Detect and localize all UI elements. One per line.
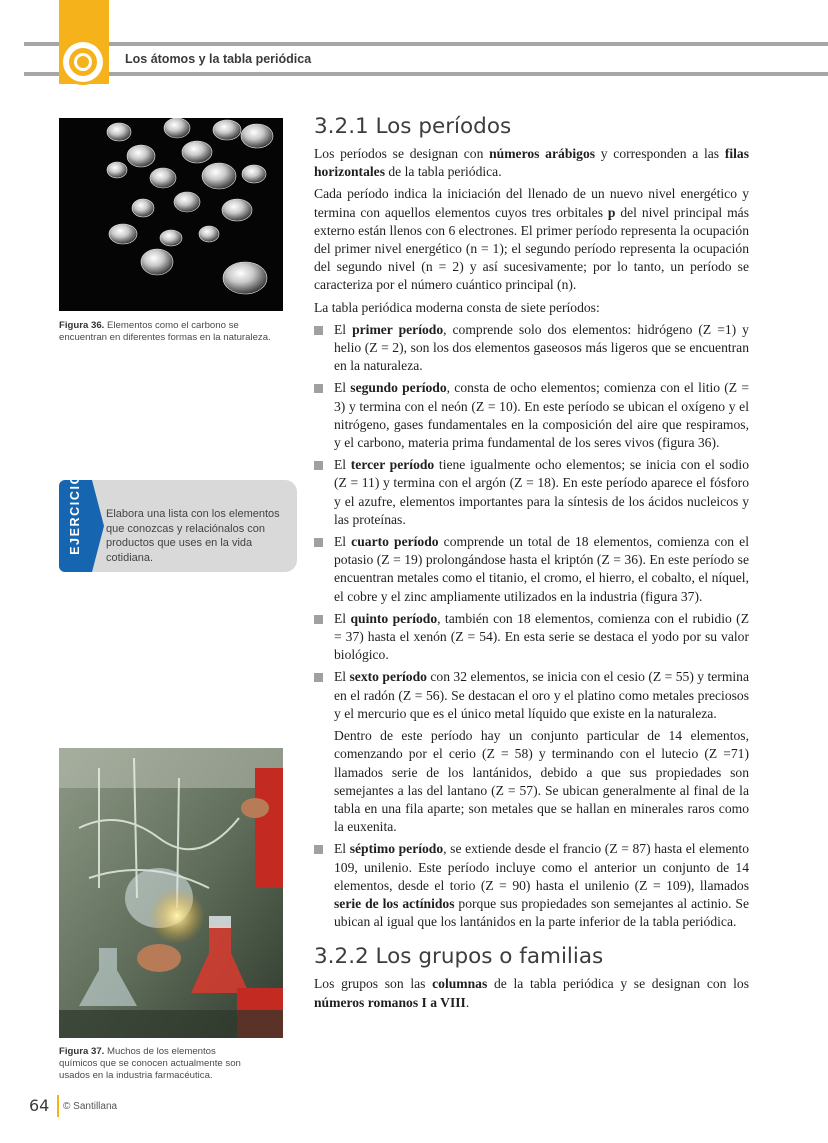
section-1-paragraph-1: [314, 145, 749, 181]
figure-37-image: [59, 748, 283, 1038]
text-run: del nivel principal más externo están llenos con 6 electrones. El primer período representa la ocupación del primer nivel energético (n = 1); el segundo período representa la ocupación del segundo nivel (n = 2) y así sucesivamente; por lo tanto, un período se caracteriza por el número cuántico principal (n).: [314, 204, 749, 293]
text-run: con 32 elementos, se inicia con el cesio (Z = 55) y termina en el radón (Z = 56). Se destacan el oro y el platino como metales preciosos y el mercurio que es el único metal líquido que existe en la naturaleza.: [334, 669, 750, 721]
bold-run: números arábigos: [489, 146, 596, 161]
footer-divider: [57, 1095, 59, 1117]
bold-run: segundo período: [350, 380, 447, 396]
list-item-tercer-periodo: [314, 456, 749, 529]
text-run: de la tabla periódica.: [384, 164, 502, 180]
bold-run: tercer período: [350, 457, 435, 473]
square-bullet-icon: [314, 538, 323, 547]
exercise-text: Elabora una lista con los elementos que conozcas y relaciónalos con productos que uses en la vida cotidiana.: [106, 508, 280, 564]
text-run: de la tabla periódica y se designan con los: [487, 976, 749, 992]
text-run: Cada período indica la iniciación del llenado de un nuevo nivel energético y termina con aquellos elementos cuyos tres orbitales: [314, 186, 749, 220]
bold-run: filas horizontales: [314, 146, 749, 180]
bold-run: columnas: [432, 976, 488, 992]
figure-37-caption: [59, 1046, 255, 1082]
section-1-paragraph-2: [314, 185, 749, 294]
section-2-paragraph: [314, 975, 749, 1011]
text-run: , comprende solo dos elementos: hidrógeno (Z =1) y helio (Z = 2), son los dos elementos gaseosos más ligeros que se encuentran en la naturaleza.: [334, 321, 749, 374]
figure-36-caption-text: Elementos como el carbono se encuentran en diferentes formas en la naturaleza.: [59, 320, 271, 343]
square-bullet-icon: [314, 326, 323, 335]
square-bullet-icon: [314, 615, 323, 624]
square-bullet-icon: [314, 384, 323, 393]
text-run: .: [465, 994, 470, 1010]
text-run: comprende un total de 18 elementos, comienza con el potasio (Z = 19) prolongándose hasta el kriptón (Z = 36). En este período se encuentran metales como el titanio, el cromo, el hierro, el cobalto, el níquel, el cobre y el zinc ampliamente utilizados en la industria (figura 37).: [334, 534, 749, 604]
header-rule-top: [24, 42, 828, 46]
list-item-quinto-periodo: [314, 610, 749, 665]
copyright: © Santillana: [63, 1101, 118, 1112]
diamonds-illustration: [59, 118, 283, 311]
list-item-primer-periodo: [314, 321, 749, 376]
bold-run: p: [607, 204, 616, 220]
bold-run: séptimo período: [349, 841, 444, 857]
square-bullet-icon: [314, 845, 323, 854]
figure-37-caption-label: Figura 37.: [59, 1046, 105, 1057]
text-run: , se extiende desde el francio (Z = 87) hasta el elemento 109, unilenio. Este período incluye como el anterior un conjunto de 14 elementos, desde el torio (Z = 90) hasta el unilenio (Z = 109), llamados: [334, 841, 750, 893]
main-column: [314, 113, 749, 1016]
bold-run: serie de los actínidos: [334, 895, 455, 911]
chapter-logo-icon: [63, 42, 103, 82]
square-bullet-icon: [314, 673, 323, 682]
section-2-title: 3.2.2 Los grupos o familias: [314, 944, 604, 970]
lanthanides-paragraph: Dentro de este período hay un conjunto particular de 14 elementos, comenzando por el cerio (Z = 58) y terminando con el lutecio (Z =71) llamados serie de los lantánidos, debido a que sus propiedades son semejantes a las del lantano (Z = 57). Se ubican generalmente al final de la tabla en una fila aparte; son metales que se hallan en minerales raros como la euxenita.: [334, 728, 749, 835]
exercise-label: EJERCICIO: [68, 473, 82, 555]
text-run: El: [334, 380, 351, 396]
header-title: Los átomos y la tabla periódica: [125, 52, 312, 66]
figure-36-caption: [59, 320, 289, 344]
section-1-title: 3.2.1 Los períodos: [314, 114, 512, 139]
figure-37-caption-text: Muchos de los elementos químicos que se conocen actualmente son usados en la industria farmacéutica.: [59, 1046, 241, 1081]
square-bullet-icon: [314, 461, 323, 470]
text-run: El: [334, 669, 350, 685]
page-number: 64: [29, 1096, 50, 1115]
text-run: Los grupos son las: [314, 976, 433, 992]
text-run: , consta de ocho elementos; comienza con el litio (Z = 3) y termina con el neón (Z = 10). En este período se ubican el oxígeno y el nitrógeno, gases fundamentales en la composición del aire que respiramos, y el carbono, materia prima fundamental de los seres vivos (figura 36).: [334, 380, 749, 451]
text-run: El: [334, 534, 352, 550]
list-item-segundo-periodo: [314, 379, 749, 452]
bold-run: primer período: [352, 321, 444, 337]
text-run: El: [334, 321, 353, 337]
bold-run: sexto período: [349, 669, 427, 685]
list-item-cuarto-periodo: [314, 533, 749, 606]
exercise-tab-notch: [92, 480, 104, 572]
list-item-septimo-periodo: [314, 840, 749, 931]
bold-run: números romanos I a VIII: [314, 994, 466, 1010]
text-run: El: [334, 610, 351, 626]
text-run: porque sus propiedades son semejantes al actinio. Se ubican al igual que los lantánidos en la parte inferior de la tabla periódica.: [334, 895, 749, 930]
header-rule-bottom: [24, 72, 828, 76]
laboratory-illustration: [59, 748, 283, 1038]
section-1-paragraph-3: La tabla periódica moderna consta de siete períodos:: [314, 299, 600, 315]
figure-36-image: [59, 118, 283, 311]
list-item-sexto-periodo: [314, 668, 749, 723]
bold-run: cuarto período: [351, 534, 439, 550]
text-run: tiene igualmente ocho elementos; se inicia con el sodio (Z = 11) y termina con el argón (Z = 18). En este período aparece el fósforo y el azufre, elementos importantes para la síntesis de los ácidos nucleicos y las proteínas.: [334, 457, 749, 527]
bold-run: quinto período: [350, 610, 438, 626]
text-run: El: [334, 841, 350, 857]
text-run: y corresponden a las: [595, 146, 725, 161]
figure-36-caption-label: Figura 36.: [59, 320, 105, 331]
text-run: El: [334, 457, 351, 473]
text-run: , también con 18 elementos, comienza con el rubidio (Z = 37) hasta el xenón (Z = 54). En esta serie se destaca el yodo por su valor biológico.: [334, 610, 749, 663]
text-run: Los períodos se designan con: [314, 146, 490, 161]
